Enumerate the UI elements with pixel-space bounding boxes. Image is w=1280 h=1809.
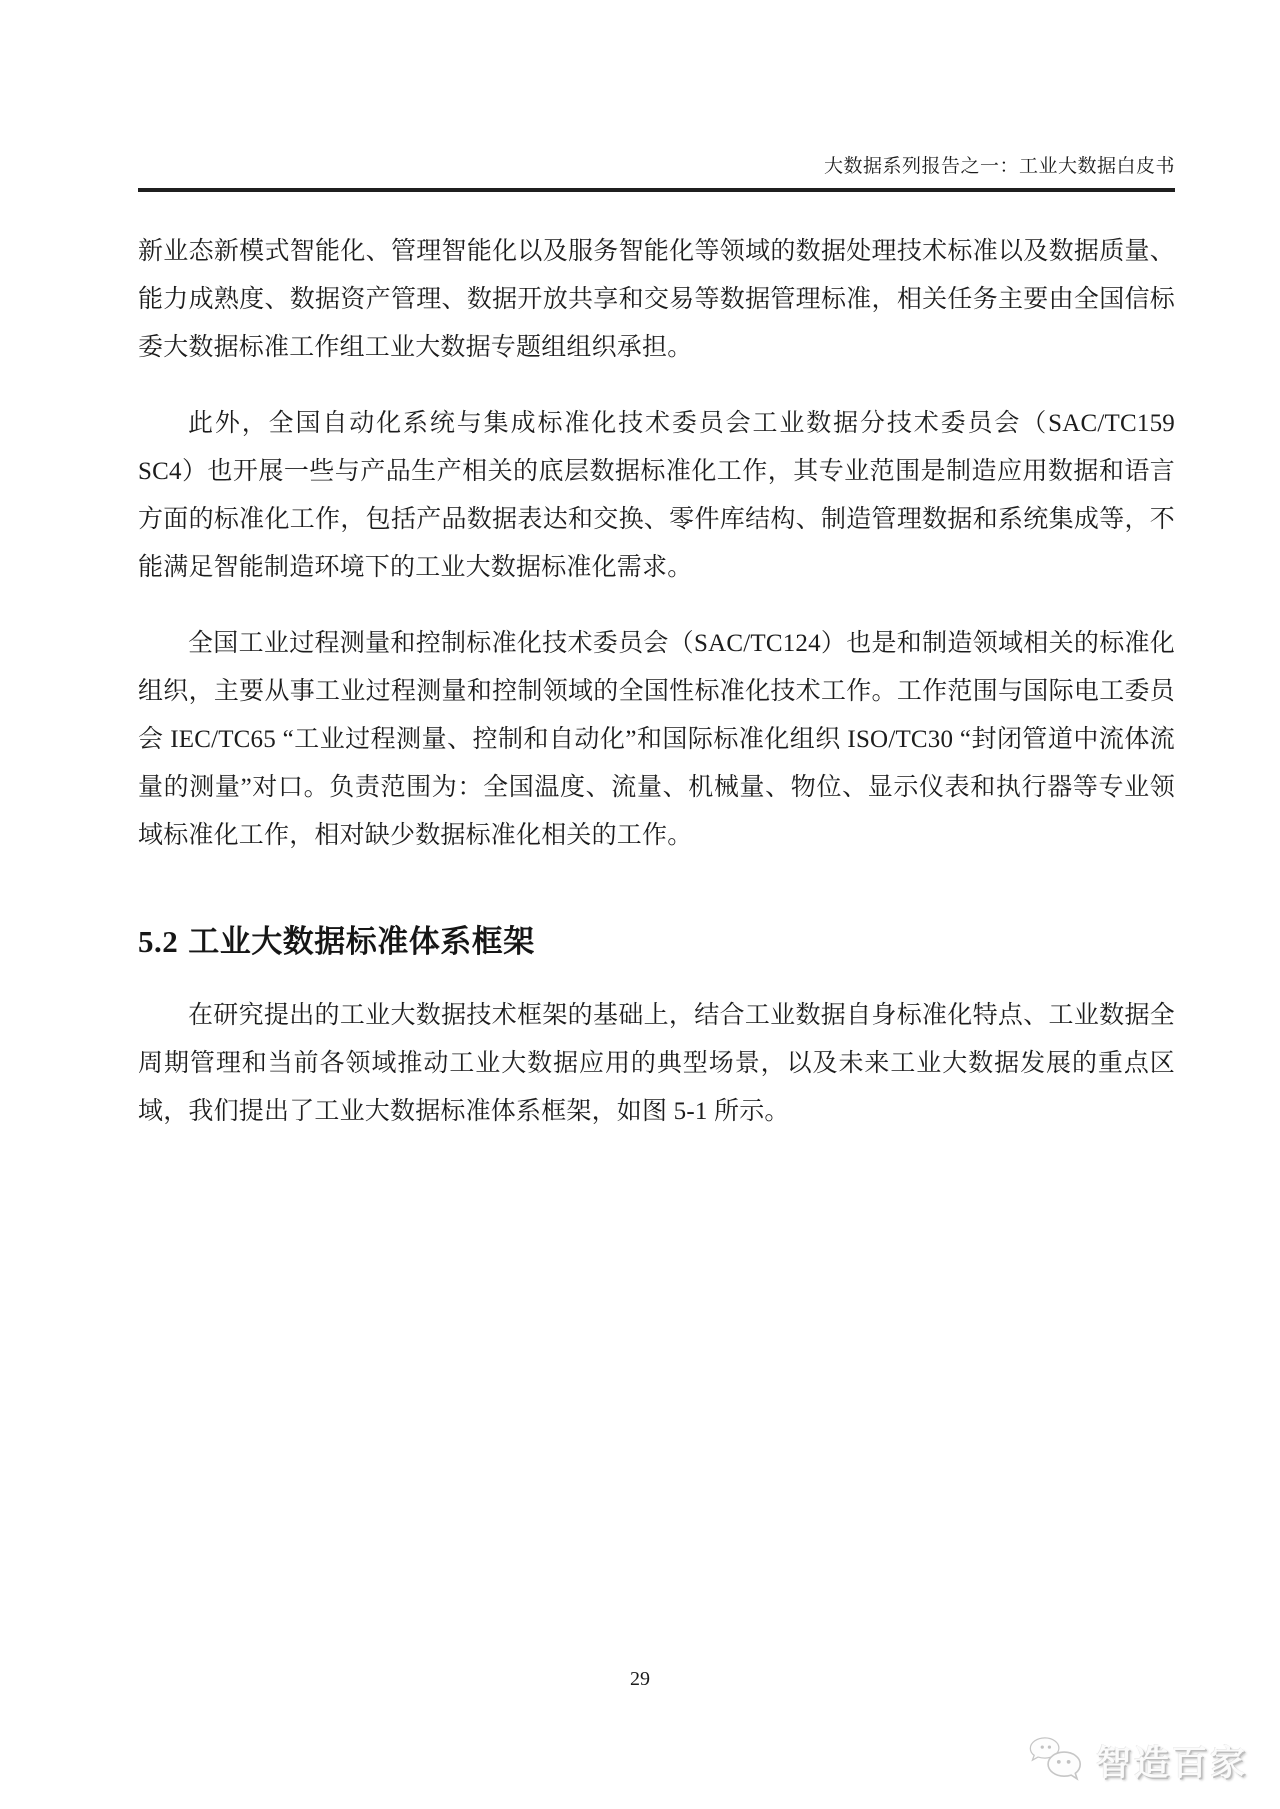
wechat-icon: [1028, 1736, 1086, 1786]
header-rule: [138, 188, 1175, 192]
section-heading-5-2: [138, 920, 1175, 964]
paragraph-framework-intro: 在研究提出的工业大数据技术框架的基础上，结合工业数据自身标准化特点、工业数据全周期管理和当前各领域推动工业大数据应用的典型场景，以及未来工业大数据发展的重点区域，我们提出了工业大数据标准体系框架，如图 5-1 所示。: [138, 1002, 1175, 1125]
section-title: 工业大数据标准体系框架: [188, 924, 535, 959]
paragraph-sac-tc159: 此外，全国自动化系统与集成标准化技术委员会工业数据分技术委员会（SAC/TC159 SC4）也开展一些与产品生产相关的底层数据标准化工作，其专业范围是制造应用数据和语言方面的标准化工作，包括产品数据表达和交换、零件库结构、制造管理数据和系统集成等，不能满足智能制造环境下的工业大数据标准化需求。: [138, 410, 1175, 581]
paragraph-sac-tc124: 全国工业过程测量和控制标准化技术委员会（SAC/TC124）也是和制造领域相关的标准化组织，主要从事工业过程测量和控制领域的全国性标准化技术工作。工作范围与国际电工委员会 IEC/TC65 “工业过程测量、控制和自动化”和国际标准化组织 ISO/TC30 “封闭管道中流体流量的测量”对口。负责范围为：全国温度、流量、机械量、物位、显示仪表和执行器等专业领域标准化工作，相对缺少数据标准化相关的工作。: [138, 630, 1175, 849]
brand-watermark: [1028, 1736, 1248, 1786]
paragraph-standards-continuation: 新业态新模式智能化、管理智能化以及服务智能化等领域的数据处理技术标准以及数据质量、能力成熟度、数据资产管理、数据开放共享和交易等数据管理标准，相关任务主要由全国信标委大数据标准工作组工业大数据专题组组织承担。: [138, 238, 1175, 361]
running-header: 大数据系列报告之一：工业大数据白皮书: [823, 156, 1175, 177]
section-number: 5.2: [138, 924, 179, 959]
page-number: 29: [630, 1668, 650, 1690]
brand-name: 智造百家: [1095, 1744, 1248, 1783]
page-content: [138, 0, 1175, 1136]
